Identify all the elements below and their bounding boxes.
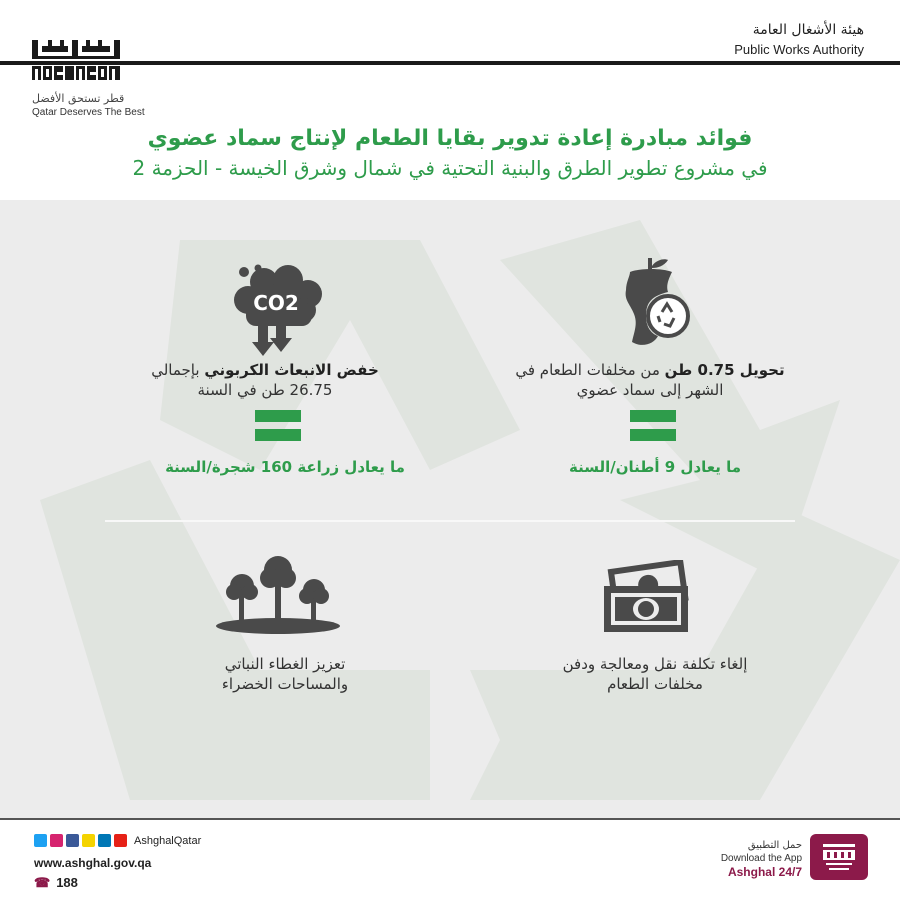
- green-spaces-line2: والمساحات الخضراء: [221, 675, 349, 693]
- benefits-panel: [0, 200, 900, 818]
- green-spaces-line1: تعزيز الغطاء النباتي: [224, 655, 346, 673]
- carbon-text: [130, 360, 400, 400]
- cost-text: [520, 654, 790, 694]
- header: [0, 0, 900, 200]
- cost-line1: إلغاء تكلفة نقل ومعالجة ودفن: [562, 655, 748, 673]
- app-store-icon[interactable]: [810, 834, 868, 880]
- compost-text-rest: من مخلفات الطعام في: [515, 361, 665, 379]
- page-subtitle: في مشروع تطوير الطرق والبنية التحتية في شمال وشرق الخيسة - الحزمة 2: [132, 156, 768, 180]
- twitter-icon[interactable]: [34, 834, 47, 847]
- social-handle[interactable]: AshghalQatar: [134, 834, 202, 847]
- compost-equivalent: ما يعادل 9 أطنان/السنة: [568, 458, 742, 476]
- equals-icon: [255, 410, 301, 442]
- page-title: فوائد مبادرة إعادة تدوير بقايا الطعام لإنتاج سماد عضوي: [147, 126, 753, 151]
- money-bills-icon: [600, 560, 696, 636]
- youtube-icon[interactable]: [114, 834, 127, 847]
- app-name[interactable]: Ashghal 24/7: [727, 865, 802, 879]
- panel-divider: [105, 520, 795, 522]
- apple-core-recycle-icon: [612, 256, 692, 356]
- phone-number: [34, 875, 78, 891]
- facebook-icon[interactable]: [66, 834, 79, 847]
- download-label-en: Download the App: [720, 853, 802, 864]
- carbon-text-rest: بإجمالي: [151, 361, 205, 379]
- cost-line2: مخلفات الطعام: [607, 675, 703, 693]
- slogan-en: Qatar Deserves The Best: [32, 107, 145, 118]
- green-spaces-text: [150, 654, 420, 694]
- website-link[interactable]: www.ashghal.gov.qa: [34, 856, 152, 870]
- compost-text: [510, 360, 790, 400]
- instagram-icon[interactable]: [50, 834, 63, 847]
- compost-text-line2: الشهر إلى سماد عضوي: [576, 381, 724, 399]
- linkedin-icon[interactable]: [98, 834, 111, 847]
- co2-label: CO2: [253, 291, 299, 315]
- carbon-text-bold: خفض الانبعاث الكربوني: [204, 361, 379, 379]
- snapchat-icon[interactable]: [82, 834, 95, 847]
- carbon-text-line2: 26.75 طن في السنة: [197, 381, 333, 399]
- carbon-equivalent: ما يعادل زراعة 160 شجرة/السنة: [165, 458, 405, 476]
- footer: [0, 818, 900, 900]
- ashghal-logo-icon: [30, 36, 130, 92]
- download-label-ar: حمل التطبيق: [747, 840, 802, 851]
- co2-cloud-icon: [230, 264, 326, 362]
- authority-name-ar: هيئة الأشغال العامة: [752, 22, 864, 38]
- header-divider: [0, 61, 900, 65]
- equals-icon: [630, 410, 676, 442]
- recycle-watermark-icon: [0, 200, 900, 818]
- phone-icon: ☎: [34, 875, 51, 890]
- compost-text-bold: تحويل 0.75 طن: [664, 361, 785, 379]
- social-links: [34, 834, 201, 847]
- authority-name-en: Public Works Authority: [734, 42, 864, 57]
- phone-value: 188: [56, 875, 78, 890]
- trees-icon: [214, 550, 342, 634]
- slogan-ar: قطر تستحق الأفضل: [32, 92, 125, 105]
